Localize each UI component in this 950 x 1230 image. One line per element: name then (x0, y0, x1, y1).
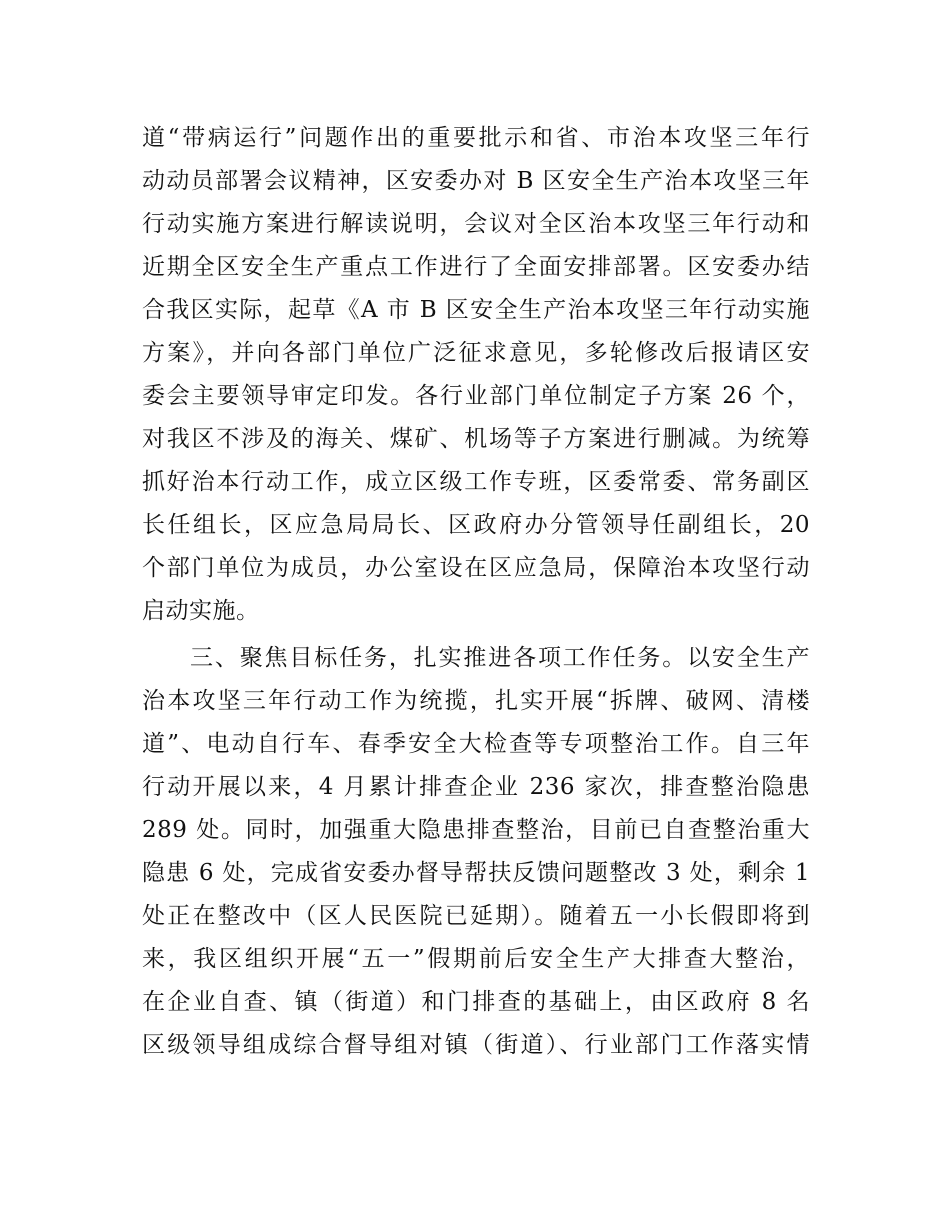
paragraph-2-line-5: 289 处。同时，加强重大隐患排查整治，目前已自查整治重大 (142, 817, 810, 843)
paragraph-1-line-5: 合我区实际，起草《A 市 B 区安全生产治本攻坚三年行动实施 (142, 297, 810, 323)
paragraph-2-line-3: 道”、电动自行车、春季安全大检查等专项整治工作。自三年 (142, 731, 810, 757)
paragraph-1-line-10: 长任组长，区应急局局长、区政府办分管领导任副组长，20 (142, 512, 810, 538)
paragraph-2-line-1: 三、聚焦目标任务，扎实推进各项工作任务。以安全生产 (190, 645, 810, 671)
paragraph-1-line-11: 个部门单位为成员，办公室设在区应急局，保障治本攻坚行动 (142, 555, 810, 581)
paragraph-1-line-1: 道“带病运行”问题作出的重要批示和省、市治本攻坚三年行 (142, 125, 810, 151)
paragraph-1-line-4: 近期全区安全生产重点工作进行了全面安排部署。区安委办结 (142, 254, 810, 280)
paragraph-2-line-2: 治本攻坚三年行动工作为统揽，扎实开展“拆牌、破网、清楼 (142, 688, 810, 714)
paragraph-1-line-8: 对我区不涉及的海关、煤矿、机场等子方案进行删减。为统筹 (142, 426, 810, 452)
paragraph-2-line-6: 隐患 6 处，完成省安委办督导帮扶反馈问题整改 3 处，剩余 1 (142, 860, 810, 886)
paragraph-1-line-9: 抓好治本行动工作，成立区级工作专班，区委常委、常务副区 (142, 469, 810, 495)
paragraph-2-line-10: 区级领导组成综合督导组对镇（街道）、行业部门工作落实情 (142, 1032, 810, 1058)
paragraph-1-line-12: 启动实施。 (142, 598, 260, 624)
paragraph-1-line-3: 行动实施方案进行解读说明，会议对全区治本攻坚三年行动和 (142, 211, 810, 237)
paragraph-2-line-7: 处正在整改中（区人民医院已延期）。随着五一小长假即将到 (142, 903, 810, 929)
paragraph-2-line-4: 行动开展以来，4 月累计排查企业 236 家次，排查整治隐患 (142, 774, 810, 800)
paragraph-1-line-6: 方案》，并向各部门单位广泛征求意见，多轮修改后报请区安 (142, 340, 810, 366)
paragraph-1-line-7: 委会主要领导审定印发。各行业部门单位制定子方案 26 个， (142, 383, 810, 409)
paragraph-1-line-2: 动动员部署会议精神，区安委办对 B 区安全生产治本攻坚三年 (142, 168, 810, 194)
paragraph-2-line-9: 在企业自查、镇（街道）和门排查的基础上，由区政府 8 名 (142, 989, 810, 1015)
paragraph-2-line-8: 来，我区组织开展“五一”假期前后安全生产大排查大整治， (142, 946, 810, 972)
